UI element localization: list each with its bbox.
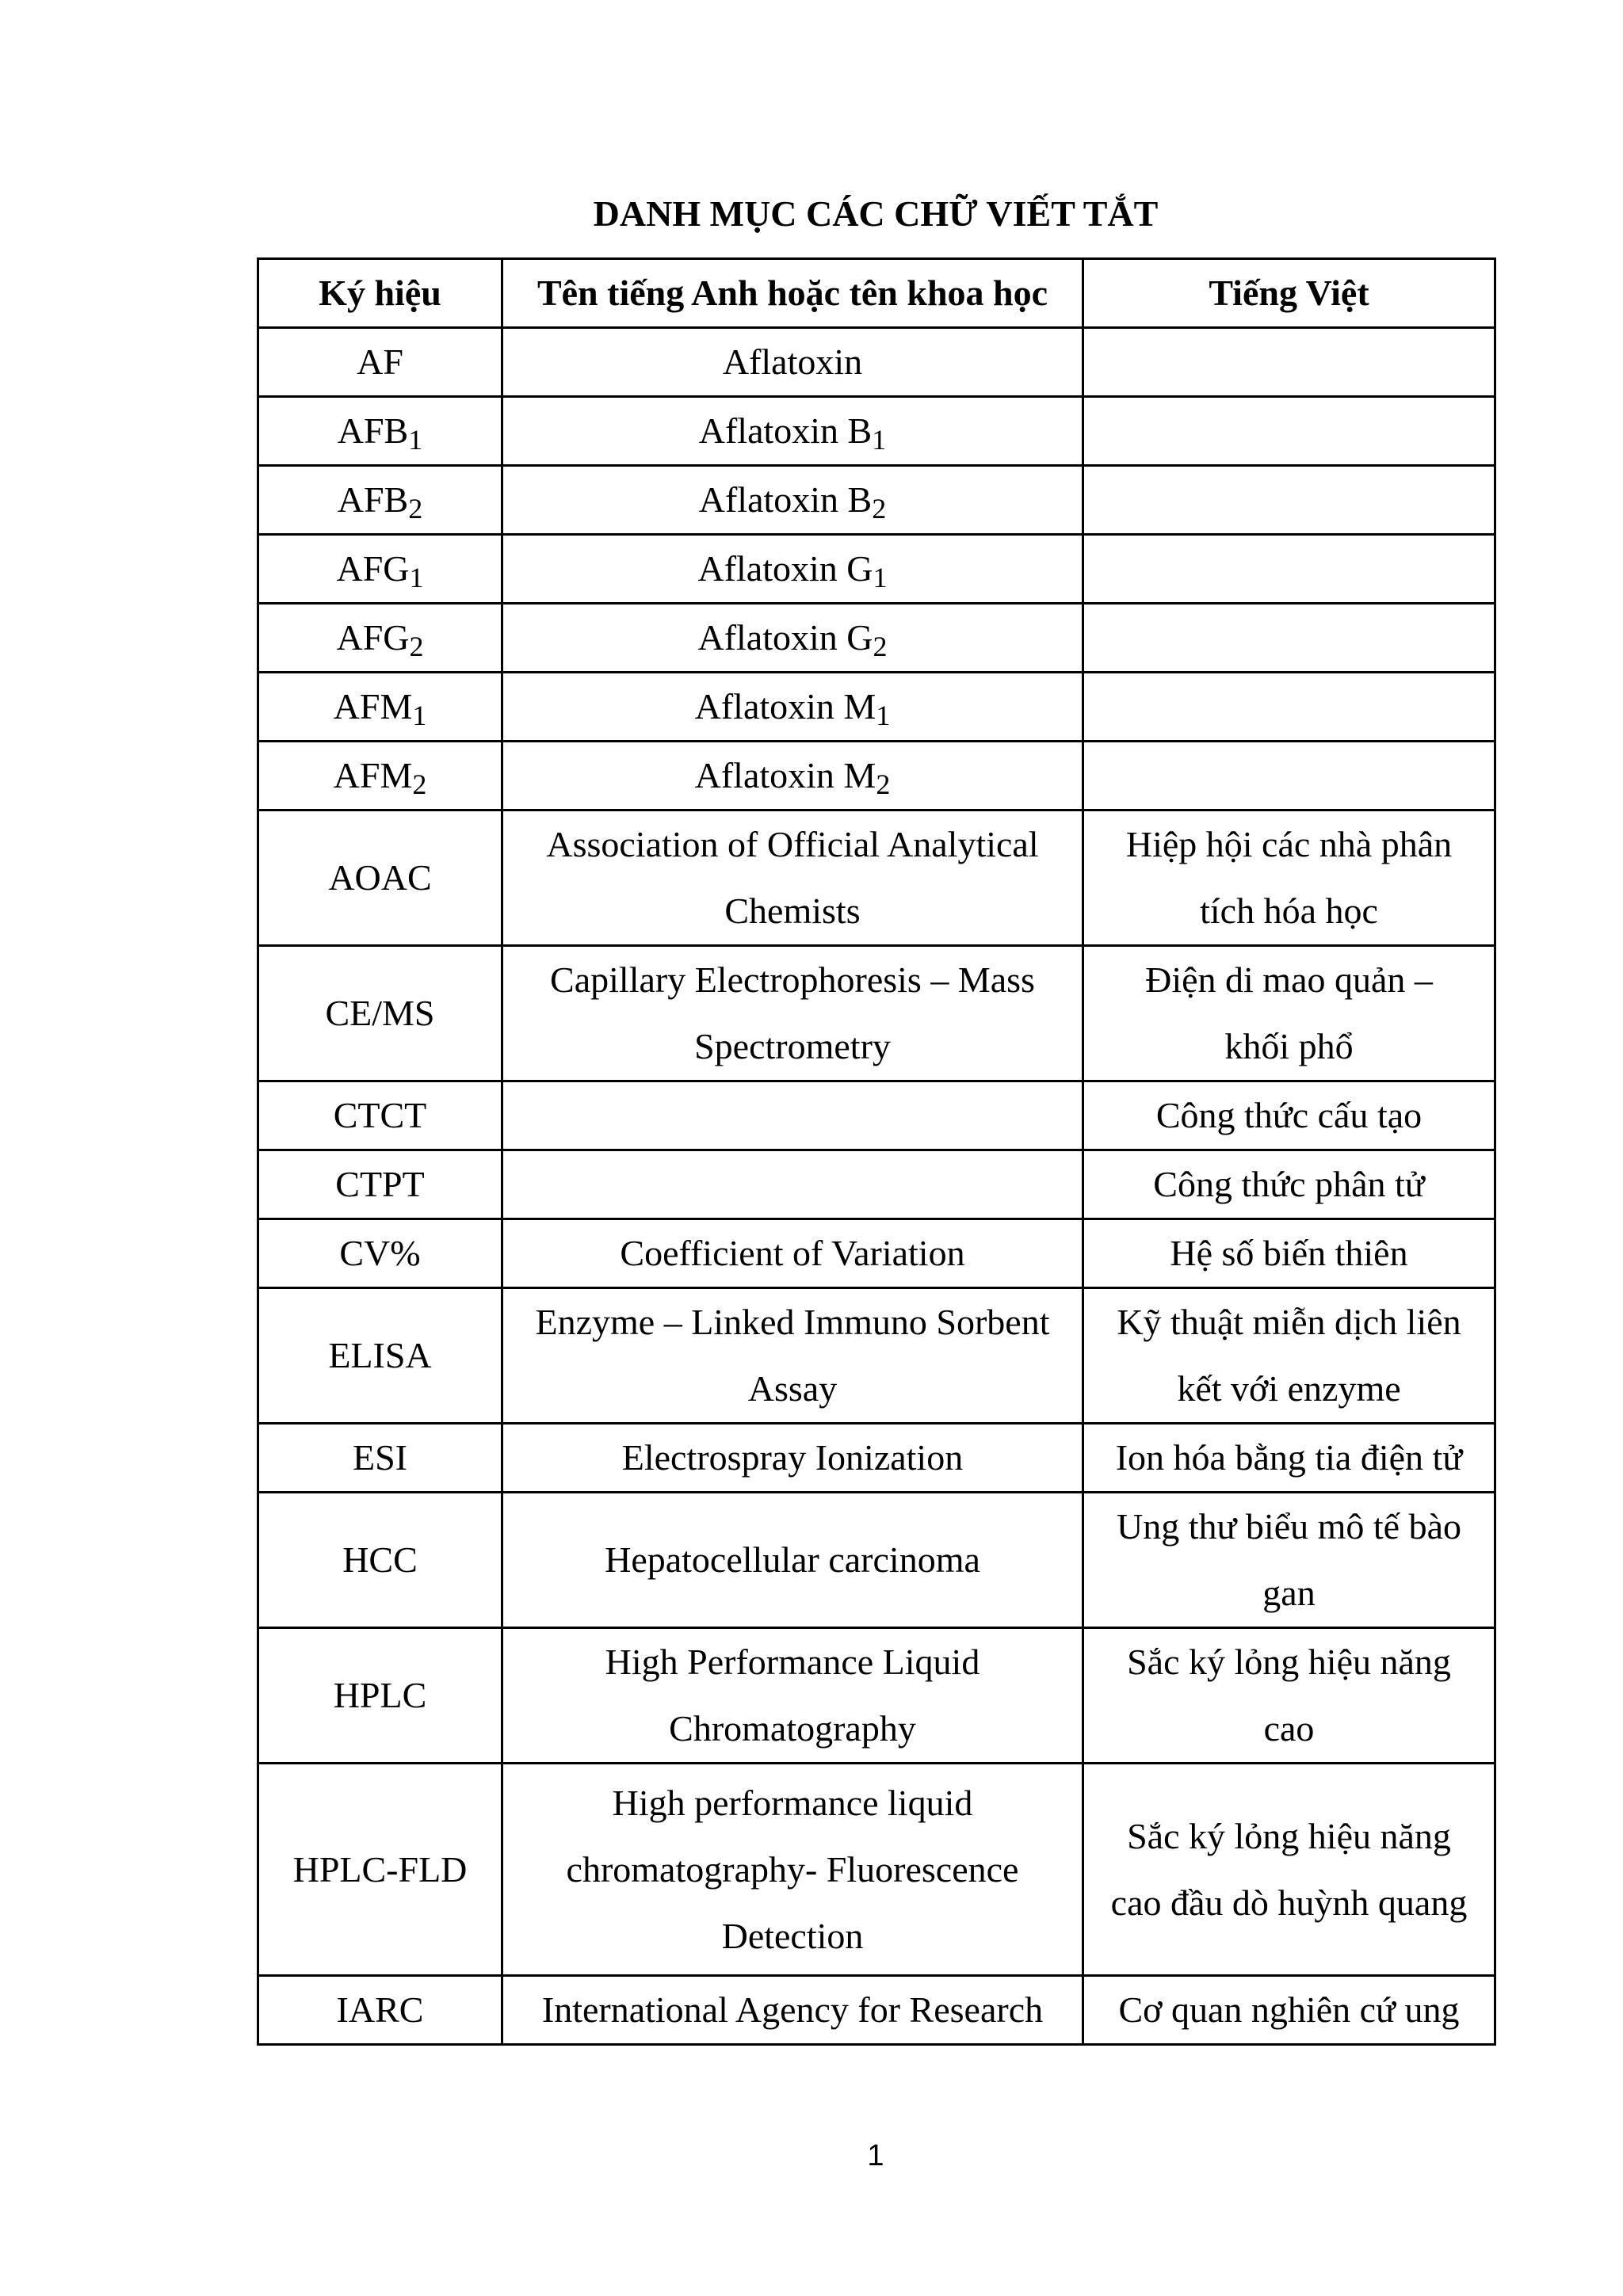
table-row	[258, 466, 1495, 535]
cell-symbol: AOAC	[258, 810, 502, 946]
table-row	[258, 1628, 1495, 1764]
table-row	[258, 535, 1495, 604]
cell-vietnamese: Sắc ký lỏng hiệu năng cao đầu dò huỳnh quang	[1083, 1764, 1495, 1976]
cell-vietnamese: Ung thư biểu mô tế bào gan	[1083, 1493, 1495, 1628]
cell-english: Aflatoxin $M_1$	[502, 673, 1083, 742]
table-row	[258, 946, 1495, 1081]
cell-english	[502, 1081, 1083, 1150]
table-row	[258, 1976, 1495, 2045]
table-header-row	[258, 259, 1495, 328]
cell-vietnamese: Hiệp hội các nhà phân tích hóa học	[1083, 810, 1495, 946]
page-number: 1	[867, 2139, 884, 2172]
cell-vietnamese	[1083, 673, 1495, 742]
cell-symbol: CE/MS	[258, 946, 502, 1081]
header-english: Tên tiếng Anh hoặc tên khoa học	[502, 259, 1083, 328]
cell-english: Aflatoxin $B_1$	[502, 397, 1083, 466]
table-row	[258, 1288, 1495, 1424]
table-row	[258, 397, 1495, 466]
header-vietnamese: Tiếng Việt	[1083, 259, 1495, 328]
cell-vietnamese: Kỹ thuật miễn dịch liên kết với enzyme	[1083, 1288, 1495, 1424]
cell-english: Aflatoxin $G_2$	[502, 604, 1083, 673]
table-row	[258, 1493, 1495, 1628]
table-row	[258, 742, 1495, 810]
cell-english	[502, 1150, 1083, 1219]
table-row	[258, 673, 1495, 742]
cell-vietnamese	[1083, 328, 1495, 397]
cell-vietnamese: Điện di mao quản – khối phổ	[1083, 946, 1495, 1081]
cell-symbol: $AFM_2$	[258, 742, 502, 810]
cell-english: International Agency for Research	[502, 1976, 1083, 2045]
cell-english: Association of Official Analytical Chemists	[502, 810, 1083, 946]
cell-symbol: $AFB_1$	[258, 397, 502, 466]
cell-symbol: ELISA	[258, 1288, 502, 1424]
cell-english: High Performance Liquid Chromatography	[502, 1628, 1083, 1764]
cell-english: Aflatoxin $M_2$	[502, 742, 1083, 810]
table-row	[258, 1081, 1495, 1150]
table-row	[258, 1219, 1495, 1288]
cell-vietnamese	[1083, 466, 1495, 535]
cell-english: Enzyme – Linked Immuno Sorbent Assay	[502, 1288, 1083, 1424]
cell-symbol: $AFM_1$	[258, 673, 502, 742]
cell-symbol: CV%	[258, 1219, 502, 1288]
table-row	[258, 1424, 1495, 1493]
cell-symbol: IARC	[258, 1976, 502, 2045]
cell-vietnamese: Hệ số biến thiên	[1083, 1219, 1495, 1288]
table-row	[258, 328, 1495, 397]
table-row	[258, 1150, 1495, 1219]
cell-english: Hepatocellular carcinoma	[502, 1493, 1083, 1628]
cell-symbol: HPLC	[258, 1628, 502, 1764]
cell-english: Capillary Electrophoresis – Mass Spectrometry	[502, 946, 1083, 1081]
table-row	[258, 1764, 1495, 1976]
cell-vietnamese: Ion hóa bằng tia điện tử	[1083, 1424, 1495, 1493]
cell-vietnamese	[1083, 604, 1495, 673]
cell-english: Aflatoxin	[502, 328, 1083, 397]
cell-symbol: $AFB_2$	[258, 466, 502, 535]
cell-vietnamese: Công thức phân tử	[1083, 1150, 1495, 1219]
table-row	[258, 604, 1495, 673]
cell-symbol: AF	[258, 328, 502, 397]
cell-symbol: $AFG_2$	[258, 604, 502, 673]
cell-english: Coefficient of Variation	[502, 1219, 1083, 1288]
cell-symbol: $AFG_1$	[258, 535, 502, 604]
cell-vietnamese: Sắc ký lỏng hiệu năng cao	[1083, 1628, 1495, 1764]
cell-symbol: CTPT	[258, 1150, 502, 1219]
cell-vietnamese: Cơ quan nghiên cứ ung	[1083, 1976, 1495, 2045]
cell-english: Electrospray Ionization	[502, 1424, 1083, 1493]
page-title: DANH MỤC CÁC CHỮ VIẾT TẮT	[593, 193, 1159, 234]
header-symbol: Ký hiệu	[258, 259, 502, 328]
cell-vietnamese: Công thức cấu tạo	[1083, 1081, 1495, 1150]
cell-symbol: HPLC-FLD	[258, 1764, 502, 1976]
cell-symbol: ESI	[258, 1424, 502, 1493]
cell-symbol: CTCT	[258, 1081, 502, 1150]
cell-symbol: HCC	[258, 1493, 502, 1628]
cell-english: Aflatoxin $B_2$	[502, 466, 1083, 535]
cell-vietnamese	[1083, 397, 1495, 466]
abbreviation-table	[257, 257, 1496, 2046]
cell-english: High performance liquid chromatography- Fluorescence Detection	[502, 1764, 1083, 1976]
cell-vietnamese	[1083, 535, 1495, 604]
cell-vietnamese	[1083, 742, 1495, 810]
cell-english: Aflatoxin $G_1$	[502, 535, 1083, 604]
table-row	[258, 810, 1495, 946]
